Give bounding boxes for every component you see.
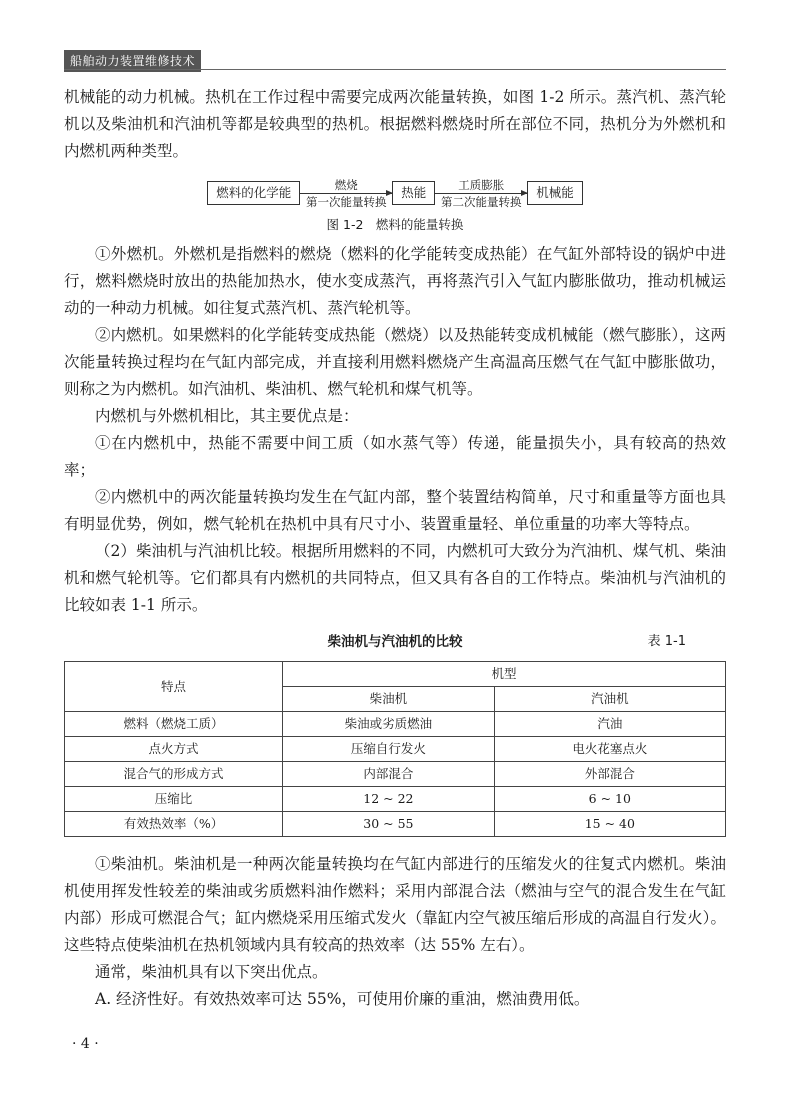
table-title: 柴油机与汽油机的比较 <box>327 634 463 650</box>
table-heading <box>64 631 726 655</box>
page-number: · 4 · <box>72 1036 99 1052</box>
paragraph: 机械能的动力机械。热机在工作过程中需要完成两次能量转换，如图 1-2 所示。蒸汽机、蒸汽轮机以及柴油机和汽油机等都是较典型的热机。根据燃料燃烧时所在部位不同，热机分为外燃机和内燃机两种类型。 <box>64 88 726 160</box>
table-cell-diesel: 内部混合 <box>283 762 495 787</box>
table-cell-diesel: 12 ~ 22 <box>283 787 495 812</box>
flow-box-chemical-energy: 燃料的化学能 <box>207 181 300 205</box>
table-header-diesel: 柴油机 <box>283 687 495 712</box>
paragraph: ②内燃机中的两次能量转换均发生在气缸内部，整个装置结构简单，尺寸和重量等方面也具有明显优势，例如，燃气轮机在热机中具有尺寸小、装置重量轻、单位重量的功率大等特点。 <box>64 488 726 533</box>
paragraph: ②内燃机。如果燃料的化学能转变成热能（燃烧）以及热能转变成机械能（燃气膨胀），这两次能量转换过程均在气缸内部完成，并直接利用燃料燃烧产生高温高压燃气在气缸中膨胀做功，则称之为内燃机。如汽油机、柴油机、燃气轮机和煤气机等。 <box>64 326 726 398</box>
table-row <box>65 787 726 812</box>
arrow-right-icon <box>300 193 392 194</box>
table-row <box>65 737 726 762</box>
table-cell-feature: 有效热效率（%） <box>65 812 283 837</box>
spacer <box>64 837 726 851</box>
table-cell-gasoline: 15 ~ 40 <box>494 812 725 837</box>
table-row <box>65 812 726 837</box>
paragraph: ①外燃机。外燃机是指燃料的燃烧（燃料的化学能转变成热能）在气缸外部特设的锅炉中进行，燃料燃烧时放出的热能加热水，使水变成蒸汽，再将蒸汽引入气缸内膨胀做功，推动机械运动的一种动力机械。如往复式蒸汽机、蒸汽轮机等。 <box>64 245 726 317</box>
table-row <box>65 762 726 787</box>
figure-caption: 图 1-2 燃料的能量转换 <box>326 217 464 232</box>
comparison-table <box>64 661 726 837</box>
paragraph: 通常，柴油机具有以下突出优点。 <box>95 963 328 981</box>
table-cell-feature: 燃料（燃烧工质） <box>65 712 283 737</box>
paragraph: ①柴油机。柴油机是一种两次能量转换均在气缸内部进行的压缩发火的往复式内燃机。柴油机使用挥发性较差的柴油或劣质燃料油作燃料；采用内部混合法（燃油与空气的混合发生在气缸内部）形成可燃混合气；缸内燃烧采用压缩式发火（靠缸内空气被压缩后形成的高温自行发火）。这些特点使柴油机在热机领域内具有较高的热效率（达 55% 左右）。 <box>64 855 726 954</box>
arrow-label-top: 工质膨胀 <box>458 177 505 192</box>
table-cell-gasoline: 电火花塞点火 <box>494 737 725 762</box>
arrow-right-icon <box>435 193 527 194</box>
table-cell-diesel: 压缩自行发火 <box>283 737 495 762</box>
arrow-label-bottom: 第一次能量转换 <box>305 194 387 209</box>
header-divider <box>64 69 726 70</box>
arrow-label-bottom: 第二次能量转换 <box>441 194 522 209</box>
flow-box-heat-energy: 热能 <box>392 181 435 205</box>
flow-arrow-second-conversion <box>435 177 527 209</box>
arrow-label-top: 燃烧 <box>334 177 358 192</box>
table-cell-gasoline: 汽油 <box>494 712 725 737</box>
flow-arrow-first-conversion <box>300 177 392 209</box>
table-cell-diesel: 30 ~ 55 <box>283 812 495 837</box>
table-header-feature: 特点 <box>65 662 283 712</box>
table-cell-feature: 点火方式 <box>65 737 283 762</box>
paragraph: A. 经济性好。有效热效率可达 55%，可使用价廉的重油，燃油费用低。 <box>95 990 590 1008</box>
table-cell-feature: 混合气的形成方式 <box>65 762 283 787</box>
table-row <box>65 712 726 737</box>
table-header-row <box>65 662 726 687</box>
table-cell-feature: 压缩比 <box>65 787 283 812</box>
table-number: 表 1-1 <box>647 634 686 649</box>
flow-box-mechanical-energy: 机械能 <box>527 181 583 205</box>
table-cell-diesel: 柴油或劣质燃油 <box>283 712 495 737</box>
paragraph: ①在内燃机中，热能不需要中间工质（如水蒸气等）传递，能量损失小，具有较高的热效率； <box>64 434 726 479</box>
page-body <box>64 84 726 1013</box>
table-header-type: 机型 <box>283 662 726 687</box>
table-cell-gasoline: 外部混合 <box>494 762 725 787</box>
paragraph: （2）柴油机与汽油机比较。根据所用燃料的不同，内燃机可大致分为汽油机、煤气机、柴油机和燃气轮机等。它们都具有内燃机的共同特点，但又具有各自的工作特点。柴油机与汽油机的比较如表 1-1 所示。 <box>64 542 726 614</box>
energy-conversion-diagram <box>64 177 726 209</box>
table-header-gasoline: 汽油机 <box>494 687 725 712</box>
paragraph: 内燃机与外燃机相比，其主要优点是： <box>95 407 359 425</box>
running-header-book-title: 船舶动力装置维修技术 <box>64 50 201 72</box>
table-cell-gasoline: 6 ~ 10 <box>494 787 725 812</box>
